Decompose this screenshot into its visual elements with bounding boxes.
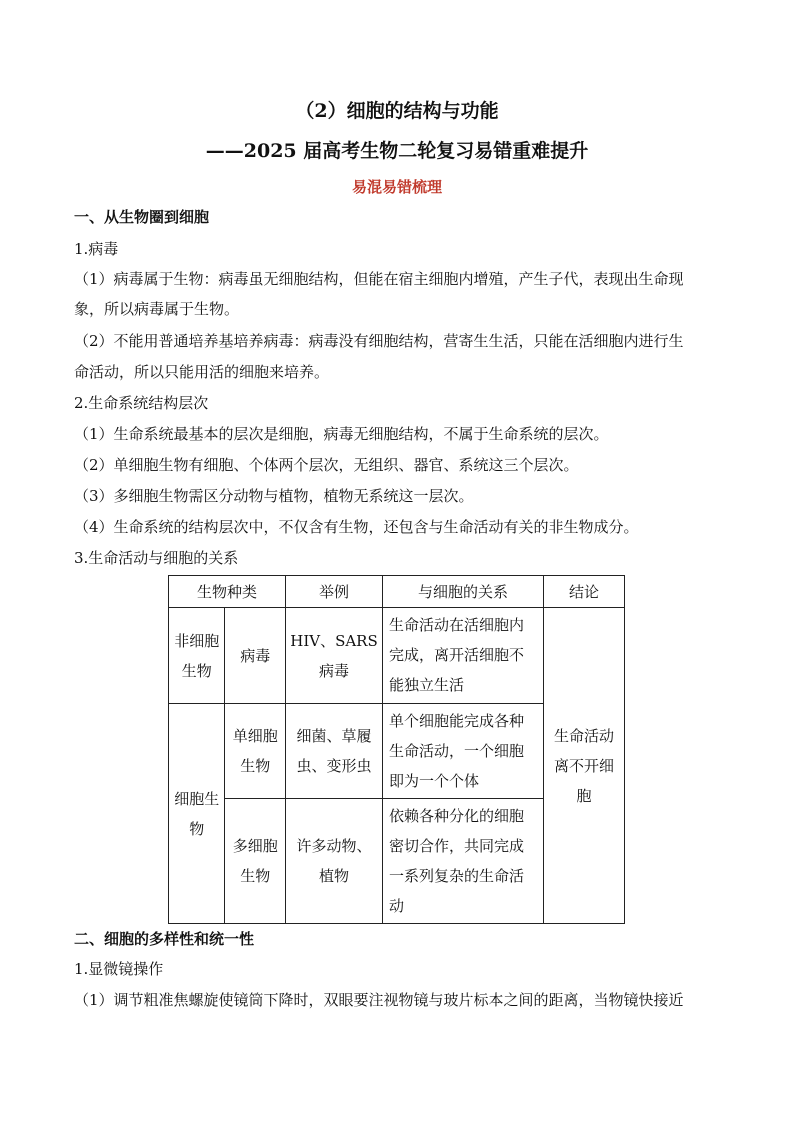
table-cell-sub: 病毒 xyxy=(225,608,286,704)
paragraph: （1）调节粗准焦螺旋使镜筒下降时，双眼要注视物镜与玻片标本之间的距离，当物镜快接近 xyxy=(74,991,684,1009)
paragraph: （1）生命系统最基本的层次是细胞，病毒无细胞结构，不属于生命系统的层次。 xyxy=(74,425,609,443)
paragraph: （2）单细胞生物有细胞、个体两个层次，无组织、器官、系统这三个层次。 xyxy=(74,456,579,474)
table-cell-example: 许多动物、植物 xyxy=(286,799,383,924)
paragraph: （1）病毒属于生物：病毒虽无细胞结构，但能在宿主细胞内增殖，产生子代，表现出生命现 xyxy=(74,270,684,288)
section-subtitle: 易混易错梳理 xyxy=(351,178,442,196)
heading-microscope: 1.显微镜操作 xyxy=(74,960,164,978)
document-title: （2）细胞的结构与功能 xyxy=(295,100,499,122)
table-cell-example: 细菌、草履虫、变形虫 xyxy=(286,704,383,799)
heading-life-activity: 3.生命活动与细胞的关系 xyxy=(74,549,239,567)
table-header-conclusion: 结论 xyxy=(544,576,625,608)
heading-section-2: 二、细胞的多样性和统一性 xyxy=(74,930,255,948)
paragraph: （3）多细胞生物需区分动物与植物，植物无系统这一层次。 xyxy=(74,487,474,505)
paragraph: 命活动，所以只能用活的细胞来培养。 xyxy=(74,363,330,381)
heading-life-system: 2.生命系统结构层次 xyxy=(74,394,209,412)
table-header-example: 举例 xyxy=(286,576,383,608)
table-cell-relation: 生命活动在活细胞内完成，离开活细胞不能独立生活 xyxy=(383,608,544,704)
paragraph: 象，所以病毒属于生物。 xyxy=(74,300,240,318)
table-cell-kind: 非细胞生物 xyxy=(169,608,225,704)
table-cell-example: HIV、SARS 病毒 xyxy=(286,608,383,704)
table-cell-sub: 多细胞生物 xyxy=(225,799,286,924)
table-header-kind: 生物种类 xyxy=(169,576,286,608)
table-cell-relation: 依赖各种分化的细胞密切合作，共同完成一系列复杂的生命活动 xyxy=(383,799,544,924)
table-cell-sub: 单细胞生物 xyxy=(225,704,286,799)
paragraph: （4）生命系统的结构层次中，不仅含有生物，还包含与生命活动有关的非生物成分。 xyxy=(74,518,639,536)
table-cell-kind: 细胞生物 xyxy=(169,704,225,924)
heading-section-1: 一、从生物圈到细胞 xyxy=(74,208,210,226)
paragraph: （2）不能用普通培养基培养病毒：病毒没有细胞结构，营寄生生活，只能在活细胞内进行生 xyxy=(74,332,684,350)
table-cell-relation: 单个细胞能完成各种生命活动，一个细胞即为一个个体 xyxy=(383,704,544,799)
document-series-title: ——2025 届高考生物二轮复习易错重难提升 xyxy=(205,140,589,162)
relation-table xyxy=(168,575,625,924)
table-header-relation: 与细胞的关系 xyxy=(383,576,544,608)
table-cell-conclusion: 生命活动离不开细胞 xyxy=(544,608,625,924)
heading-virus: 1.病毒 xyxy=(74,240,119,258)
